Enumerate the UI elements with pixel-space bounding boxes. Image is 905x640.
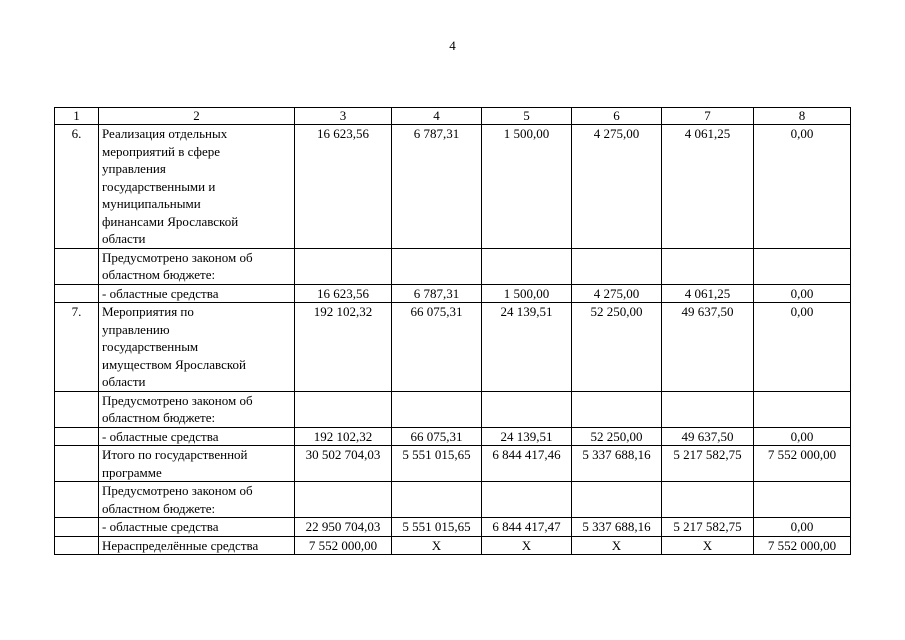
row-name: - областные средства xyxy=(99,427,295,446)
row-number xyxy=(55,446,99,482)
row-value: Х xyxy=(662,536,754,555)
row-value xyxy=(572,482,662,518)
row-value: 24 139,51 xyxy=(482,427,572,446)
row-value: 0,00 xyxy=(754,125,851,249)
column-header: 8 xyxy=(754,108,851,125)
row-value xyxy=(295,248,392,284)
row-value: 30 502 704,03 xyxy=(295,446,392,482)
row-value: 6 787,31 xyxy=(392,284,482,303)
column-header: 3 xyxy=(295,108,392,125)
row-name: Предусмотрено законом об областном бюджете: xyxy=(99,248,295,284)
row-number xyxy=(55,391,99,427)
row-number xyxy=(55,248,99,284)
row-value xyxy=(392,248,482,284)
row-value: 52 250,00 xyxy=(572,427,662,446)
row-value: 4 061,25 xyxy=(662,284,754,303)
row-number xyxy=(55,284,99,303)
row-value: 4 275,00 xyxy=(572,125,662,249)
row-value: Х xyxy=(572,536,662,555)
row-value xyxy=(572,391,662,427)
row-value xyxy=(392,482,482,518)
page-number: 4 xyxy=(449,38,456,53)
row-value: 4 275,00 xyxy=(572,284,662,303)
row-value: 6 787,31 xyxy=(392,125,482,249)
row-value: Х xyxy=(392,536,482,555)
row-value xyxy=(662,482,754,518)
column-header: 2 xyxy=(99,108,295,125)
row-value: 6 844 417,46 xyxy=(482,446,572,482)
row-value: 0,00 xyxy=(754,427,851,446)
row-name: Нераспределённые средства xyxy=(99,536,295,555)
column-header: 5 xyxy=(482,108,572,125)
budget-table xyxy=(54,107,851,555)
row-value: 5 217 582,75 xyxy=(662,446,754,482)
row-number xyxy=(55,536,99,555)
row-value: 49 637,50 xyxy=(662,303,754,392)
row-value: 5 551 015,65 xyxy=(392,518,482,537)
row-name: Мероприятия по управлению государственным имуществом Ярославской области xyxy=(99,303,295,392)
table-row xyxy=(55,427,851,446)
row-number: 6. xyxy=(55,125,99,249)
row-value: 192 102,32 xyxy=(295,427,392,446)
row-value: 4 061,25 xyxy=(662,125,754,249)
row-name: Предусмотрено законом об областном бюджете: xyxy=(99,482,295,518)
table-row xyxy=(55,284,851,303)
table-row xyxy=(55,518,851,537)
row-value xyxy=(754,391,851,427)
row-value: 52 250,00 xyxy=(572,303,662,392)
row-value: 49 637,50 xyxy=(662,427,754,446)
row-value: 24 139,51 xyxy=(482,303,572,392)
table-row xyxy=(55,482,851,518)
row-name: - областные средства xyxy=(99,518,295,537)
row-value: 66 075,31 xyxy=(392,427,482,446)
row-value: 5 337 688,16 xyxy=(572,518,662,537)
row-value: 5 217 582,75 xyxy=(662,518,754,537)
row-value: 5 337 688,16 xyxy=(572,446,662,482)
row-value: 7 552 000,00 xyxy=(754,536,851,555)
row-value xyxy=(662,391,754,427)
column-header: 4 xyxy=(392,108,482,125)
row-number xyxy=(55,427,99,446)
row-value xyxy=(295,482,392,518)
row-value: 1 500,00 xyxy=(482,284,572,303)
row-value xyxy=(482,248,572,284)
row-value: 5 551 015,65 xyxy=(392,446,482,482)
row-value: 0,00 xyxy=(754,303,851,392)
row-value: 7 552 000,00 xyxy=(295,536,392,555)
table-row xyxy=(55,391,851,427)
row-value xyxy=(295,391,392,427)
row-name: - областные средства xyxy=(99,284,295,303)
row-number xyxy=(55,518,99,537)
column-header: 6 xyxy=(572,108,662,125)
table-row xyxy=(55,125,851,249)
row-name: Реализация отдельных мероприятий в сфере управления государственными и муниципальными финансами Ярославской области xyxy=(99,125,295,249)
column-number-row xyxy=(55,108,851,125)
row-value: Х xyxy=(482,536,572,555)
row-value: 192 102,32 xyxy=(295,303,392,392)
table-row xyxy=(55,248,851,284)
row-value xyxy=(482,482,572,518)
row-value xyxy=(482,391,572,427)
table-row xyxy=(55,536,851,555)
table-row xyxy=(55,303,851,392)
row-value xyxy=(754,248,851,284)
column-header: 7 xyxy=(662,108,754,125)
row-value xyxy=(572,248,662,284)
row-value xyxy=(392,391,482,427)
row-value: 6 844 417,47 xyxy=(482,518,572,537)
row-value: 16 623,56 xyxy=(295,125,392,249)
row-name: Предусмотрено законом об областном бюджете: xyxy=(99,391,295,427)
row-value: 7 552 000,00 xyxy=(754,446,851,482)
row-value: 0,00 xyxy=(754,284,851,303)
row-number: 7. xyxy=(55,303,99,392)
row-value: 1 500,00 xyxy=(482,125,572,249)
row-value: 0,00 xyxy=(754,518,851,537)
row-value xyxy=(662,248,754,284)
row-value: 22 950 704,03 xyxy=(295,518,392,537)
row-name: Итого по государственной программе xyxy=(99,446,295,482)
row-value xyxy=(754,482,851,518)
row-value: 66 075,31 xyxy=(392,303,482,392)
table-row xyxy=(55,446,851,482)
row-number xyxy=(55,482,99,518)
column-header: 1 xyxy=(55,108,99,125)
row-value: 16 623,56 xyxy=(295,284,392,303)
